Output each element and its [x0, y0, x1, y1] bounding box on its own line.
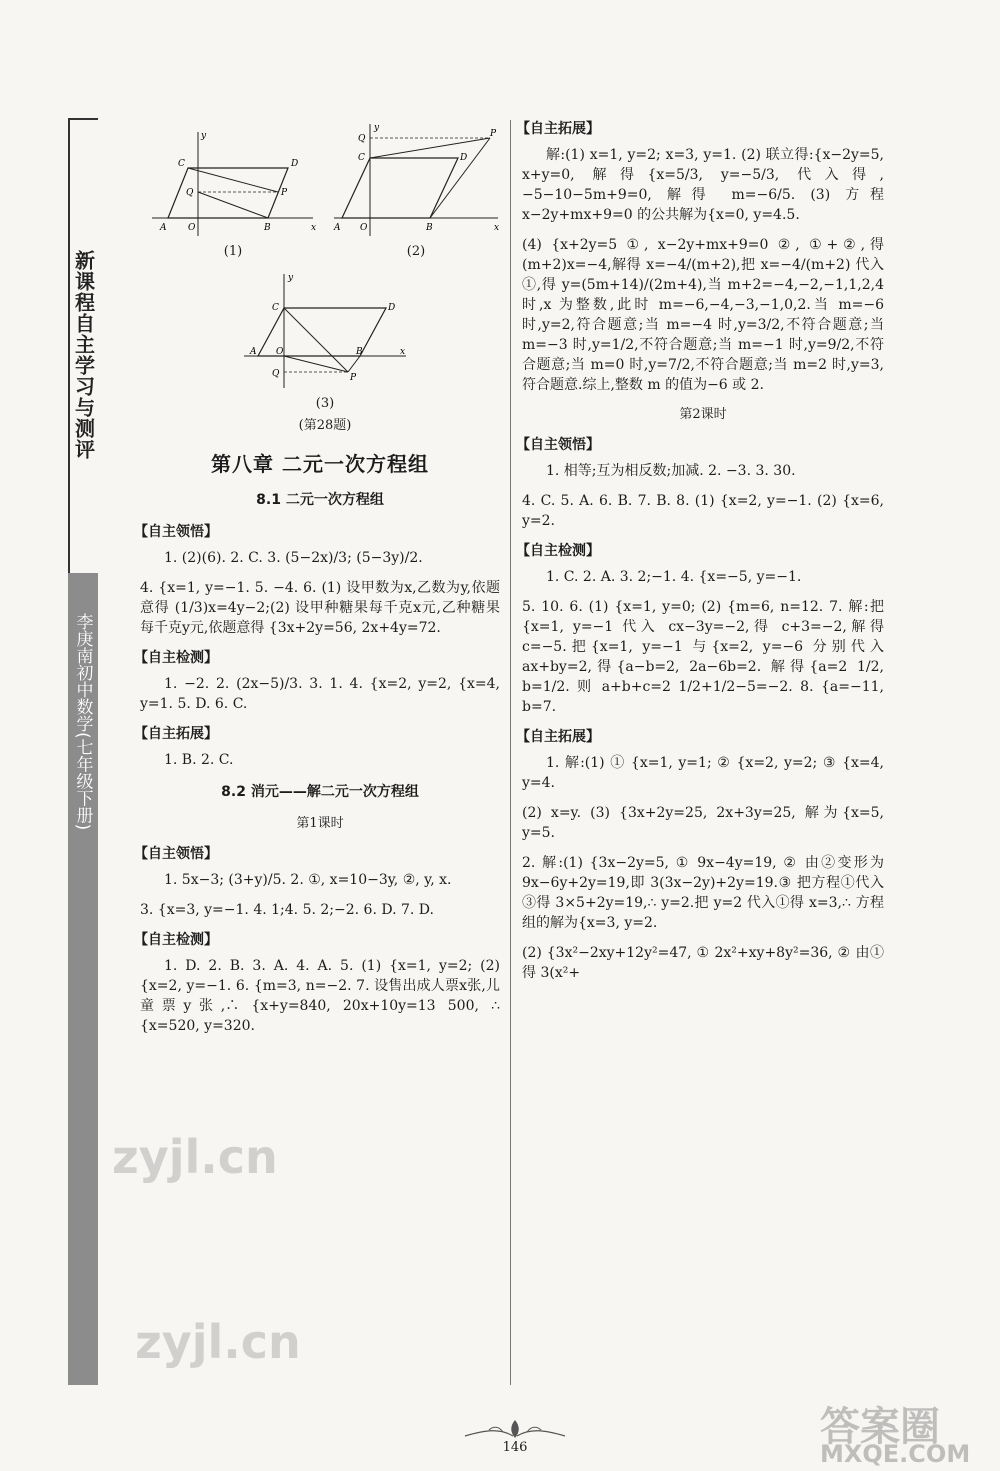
figure-row	[140, 120, 500, 270]
right-column	[516, 121, 884, 993]
svg-text:D: D	[460, 153, 468, 163]
svg-text:x: x	[311, 223, 317, 233]
svg-text:O: O	[188, 223, 196, 233]
book-title: 李庚南初中数学(七年级下册)	[72, 613, 93, 831]
heading-lingwu: 【自主领悟】	[134, 524, 218, 540]
lesson-title-1: 第1课时	[296, 816, 344, 831]
heading-lingwu-right: 【自主领悟】	[516, 437, 600, 453]
svg-text:D: D	[388, 303, 396, 313]
svg-text:Q: Q	[272, 369, 280, 379]
page-number: 146	[502, 1440, 528, 1455]
heading-tuozhan: 【自主拓展】	[134, 726, 218, 742]
watermark: zyjl.cn	[112, 1130, 278, 1184]
answer-text: 解:(1) x=1, y=2; x=3, y=1. (2) 联立得:{x−2y=5, x+y=0, 解得{x=5/3, y=−5/3, 代入得, −5−10−5m+9=0, 解得 m=−6/5. (3) 方程 x−2y+mx+9=0 的公共解为{x=0, y=4.5.	[522, 147, 884, 223]
svg-text:x: x	[494, 223, 500, 233]
svg-text:A: A	[334, 223, 341, 233]
answer-text: 4. {x=1, y=−1. 5. −4. 6. (1) 设甲数为x,乙数为y,依题意得 (1/3)x=4y−2;(2) 设甲种糖果每千克x元,乙种糖果每千克y元,依题意得 {3x+2y=56, 2x+4y=72.	[140, 580, 500, 636]
svg-text:C: C	[178, 159, 185, 169]
answer-text: 1. B. 2. C.	[164, 752, 234, 768]
ornament-icon	[455, 1418, 575, 1440]
answer-text: 5. 10. 6. (1) {x=1, y=0; (2) {m=6, n=12. 7. 解:把{x=1, y=−1 代入 cx−3y=−2,得 c+3=−2,解得 c=−5.把{x=1, y=−1 与{x=2, y=−6 分别代入 ax+by=2,得{a−b=2, 2a−6b=2. 解得{a=2 1/2, b=1/2. 则 a+b+c=2 1/2+1/2−5=−2. 8. {a=−11, b=7.	[522, 599, 884, 715]
svg-text:D: D	[291, 159, 299, 169]
answer-text: 1. −2. 2. (2x−5)/3. 3. 1. 4. {x=2, y=2, {x=4, y=1. 5. D. 6. C.	[140, 676, 500, 712]
watermark: MXQE.COM	[820, 1440, 971, 1468]
answer-text: 1. 解:(1) ① {x=1, y=1; ② {x=2, y=2; ③ {x=4, y=4.	[522, 755, 884, 791]
answer-text: 4. C. 5. A. 6. B. 7. B. 8. (1) {x=2, y=−1. (2) {x=6, y=2.	[522, 493, 884, 529]
svg-text:C: C	[272, 303, 279, 313]
lesson-title-2: 第2课时	[679, 407, 727, 422]
figure-3-row	[140, 270, 500, 440]
answer-text: 3. {x=3, y=−1. 4. 1;4. 5. 2;−2. 6. D. 7. D.	[140, 902, 434, 918]
svg-text:y: y	[288, 273, 294, 283]
left-column	[134, 120, 500, 1046]
answer-text: 1. 相等;互为相反数;加减. 2. −3. 3. 30.	[546, 463, 796, 479]
spine-book	[68, 573, 98, 1385]
column-divider	[510, 120, 511, 1385]
watermark: zyjl.cn	[135, 1315, 301, 1369]
section-title-8-1: 8.1 二元一次方程组	[256, 492, 384, 508]
svg-text:y: y	[201, 131, 207, 141]
heading-tuozhan-right: 【自主拓展】	[516, 121, 600, 137]
svg-text:Q: Q	[358, 134, 366, 144]
heading-lingwu-2: 【自主领悟】	[134, 846, 218, 862]
svg-text:Q: Q	[186, 188, 194, 198]
svg-text:A: A	[250, 347, 257, 357]
answer-text: 1. 5x−3; (3+y)/5. 2. ①, x=10−3y, ②, y, x.	[164, 872, 452, 888]
answer-text: 1. D. 2. B. 3. A. 4. A. 5. (1) {x=1, y=2; (2) {x=2, y=−1. 6. {m=3, n=−2. 7. 设售出成人票x张,儿童票y张,∴ {x+y=840, 20x+10y=13 500, ∴ {x=520, y=320.	[140, 958, 500, 1034]
figure-2-caption: (2)	[406, 244, 426, 259]
figure-3-diagram	[240, 270, 410, 392]
heading-jiance-right: 【自主检测】	[516, 543, 600, 559]
answer-text: (2) x=y. (3) {3x+2y=25, 2x+3y=25, 解为{x=5, y=5.	[522, 805, 884, 841]
svg-text:P: P	[490, 129, 497, 139]
watermark: 答案圈	[820, 1404, 940, 1450]
svg-text:P: P	[350, 373, 357, 383]
chapter-title: 第八章 二元一次方程组	[211, 452, 429, 476]
figure-group-caption: (第28题)	[298, 418, 352, 433]
section-title-8-2: 8.2 消元——解二元一次方程组	[221, 784, 419, 800]
figure-1	[148, 128, 318, 262]
answer-text: (4) {x+2y=5 ①, x−2y+mx+9=0 ②, ①+②,得(m+2)x=−4,解得 x=−4/(m+2),把 x=−4/(m+2) 代入①,得 y=(5m+14)/(2m+4),当 m+2=−4,−2,−1,1,2,4 时,x 为整数,此时 m=−6,−4,−3,−1,0,2.当 m=−6时,y=2,符合题意;当 m=−4 时,y=3/2,不符合题意;当 m=−3 时,y=1/2,不符合题意;当 m=−1 时,y=9/2,不符合题意;当 m=0 时,y=7/2,不符合题意;当 m=2 时,y=3,符合题意.综上,整数 m 的值为−6 或 2.	[522, 237, 884, 393]
heading-jiance: 【自主检测】	[134, 650, 218, 666]
heading-tuozhan-right-2: 【自主拓展】	[516, 729, 600, 745]
figure-2	[330, 120, 502, 262]
svg-text:P: P	[281, 188, 288, 198]
series-title: 新课程自主学习与测评	[71, 250, 96, 460]
heading-jiance-2: 【自主检测】	[134, 932, 218, 948]
svg-text:B: B	[356, 347, 363, 357]
answer-text: 1. C. 2. A. 3. 2;−1. 4. {x=−5, y=−1.	[546, 569, 802, 585]
spine-series	[68, 118, 98, 573]
svg-text:O: O	[276, 347, 284, 357]
svg-text:C: C	[358, 153, 365, 163]
svg-text:B: B	[426, 223, 433, 233]
svg-text:x: x	[400, 347, 406, 357]
svg-text:y: y	[374, 123, 380, 133]
answer-text: 1. (2)(6). 2. C. 3. (5−2x)/3; (5−3y)/2.	[164, 550, 423, 566]
svg-text:B: B	[264, 223, 271, 233]
figure-3	[240, 270, 410, 436]
page-footer	[440, 1418, 590, 1455]
figure-1-diagram	[148, 128, 318, 240]
figure-1-caption: (1)	[223, 244, 243, 259]
answer-text: 2. 解:(1) {3x−2y=5, ① 9x−4y=19, ② 由②变形为 9x−6y+2y=19,即 3(3x−2y)+2y=19.③ 把方程①代入③得 3×5+2y=19,∴ y=2.把 y=2 代入①得 x=3,∴ 方程组的解为{x=3, y=2.	[522, 855, 884, 931]
figure-2-diagram	[330, 120, 502, 240]
svg-text:A: A	[160, 223, 167, 233]
figure-3-caption: (3)	[315, 396, 335, 411]
svg-text:O: O	[360, 223, 368, 233]
answer-text: (2) {3x²−2xy+12y²=47, ① 2x²+xy+8y²=36, ② 由①得 3(x²+	[522, 945, 884, 981]
